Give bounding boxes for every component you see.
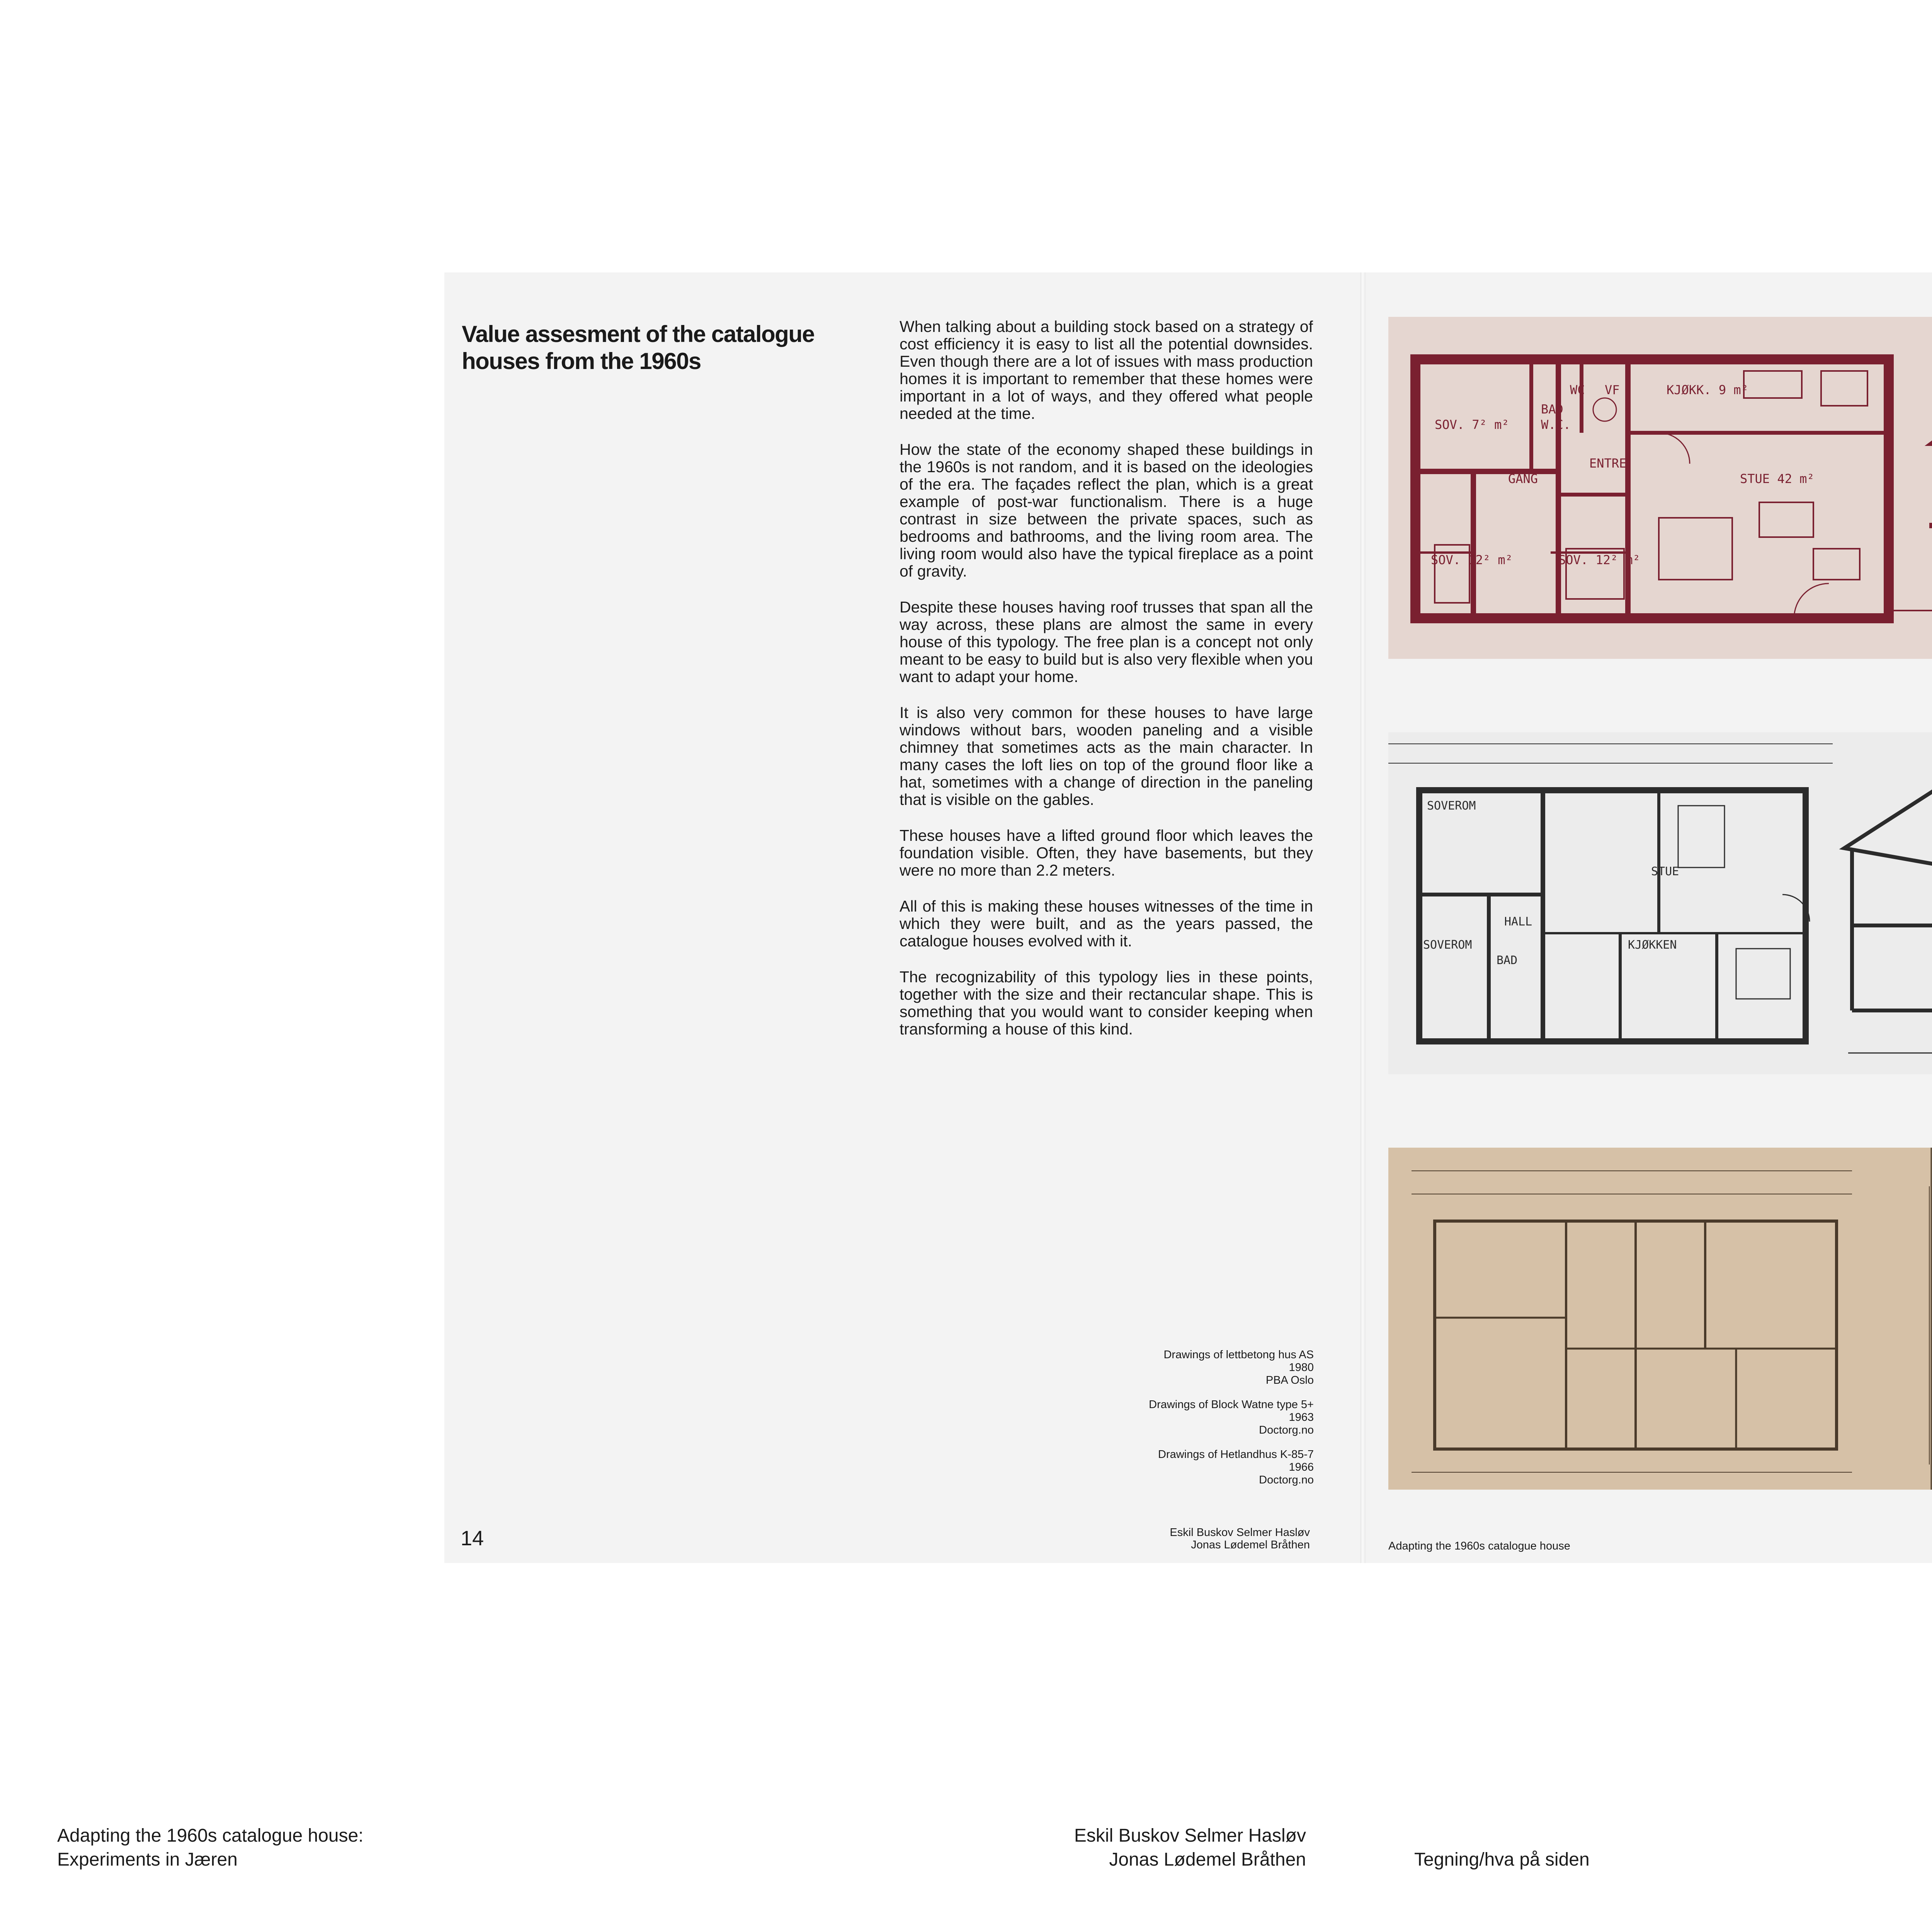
footer-title-line: Experiments in Jæren — [57, 1849, 238, 1870]
drawing-hetlandhus-svg — [1388, 1148, 1932, 1490]
floor-plan-drawing-lettbetong — [1388, 317, 1932, 659]
body-text — [900, 318, 1313, 1056]
paragraph: Despite these houses having roof trusses that span all the way across, these plans are almost the same in every house of this typology. The free plan is a concept not only meant to be easy to build but is also very flexible when you want to adapt your home. — [900, 598, 1313, 685]
room-label: ENTRE — [1589, 456, 1627, 471]
sheet-footer-title — [57, 1824, 364, 1872]
footer-author: Eskil Buskov Selmer Hasløv — [1074, 1825, 1306, 1846]
paragraph: These houses have a lifted ground floor which leaves the foundation visible. Often, they have basements, but they were no more than 2.2 meters. — [900, 827, 1313, 879]
image-credits — [1043, 1349, 1314, 1498]
room-label: BAD — [1497, 954, 1518, 967]
floor-plan-drawing-block-watne — [1388, 732, 1932, 1074]
credit-year: 1963 — [1289, 1411, 1314, 1424]
page-title: Value assesment of the catalogue houses from the 1960s — [462, 321, 815, 374]
book-gutter — [1360, 272, 1366, 1563]
drawing-block-watne-svg — [1388, 732, 1932, 1074]
right-page-footer-caption: Adapting the 1960s catalogue house — [1388, 1540, 1570, 1552]
footer-author: Jonas Lødemel Bråthen — [1109, 1849, 1306, 1870]
drawing-lettbetong-svg — [1388, 317, 1932, 659]
credit-source: PBA Oslo — [1265, 1374, 1314, 1386]
credit-year: 1966 — [1289, 1461, 1314, 1473]
room-label: SOV. 12² m² — [1558, 553, 1640, 567]
paragraph: The recognizability of this typology lies in these points, together with the size and their rectancular shape. This is something that you would want to consider keeping when transforming a house of this kind. — [900, 968, 1313, 1038]
credit-source: Doctorg.no — [1259, 1424, 1314, 1436]
room-label: HALL — [1504, 915, 1532, 929]
room-label: VF — [1605, 383, 1620, 397]
credit-item — [1043, 1398, 1314, 1437]
room-label: KJØKK. 9 m² — [1667, 383, 1748, 397]
credit-title: Drawings of Block Watne type 5+ — [1149, 1398, 1314, 1411]
author-name: Jonas Lødemel Bråthen — [1191, 1539, 1310, 1551]
room-label: BAD — [1541, 402, 1563, 417]
room-label: STUE — [1651, 865, 1679, 878]
room-label: STUE 42 m² — [1740, 471, 1815, 486]
paragraph: When talking about a building stock based on a strategy of cost efficiency it is easy to list all the potential downsides. Even though there are a lot of issues with mass production homes it is important to remember that these homes were important in a lot of ways, and they offered what people needed at the time. — [900, 318, 1313, 422]
sheet-footer-tegning: Tegning/hva på siden — [1414, 1849, 1590, 1870]
room-label: SOV. 12² m² — [1431, 553, 1513, 567]
floor-plan-drawing-hetlandhus — [1388, 1148, 1932, 1490]
room-label: SOVEROM — [1427, 799, 1476, 813]
room-label: W.C. — [1541, 417, 1571, 432]
left-page-footer-authors — [1170, 1526, 1310, 1551]
credit-title: Drawings of Hetlandhus K-85-7 — [1158, 1448, 1314, 1461]
page-number-left: 14 — [461, 1527, 484, 1550]
room-label: WC — [1570, 383, 1585, 397]
credit-title: Drawings of lettbetong hus AS — [1163, 1349, 1314, 1361]
room-label: SOV. 7² m² — [1435, 417, 1509, 432]
footer-title-line: Adapting the 1960s catalogue house: — [57, 1825, 364, 1846]
paragraph: It is also very common for these houses to have large windows without bars, wooden paneling and a visible chimney that sometimes acts as the main character. In many cases the loft lies on top of the ground floor like a hat, sometimes with a change of direction in the paneling that is visible on the gables. — [900, 704, 1313, 808]
credit-year: 1980 — [1289, 1361, 1314, 1374]
room-label: KJØKKEN — [1628, 938, 1677, 952]
sheet-footer-authors — [1024, 1824, 1306, 1872]
credit-item — [1043, 1448, 1314, 1487]
book-spread — [444, 272, 1932, 1563]
room-label: GANG — [1508, 471, 1538, 486]
paragraph: How the state of the economy shaped these buildings in the 1960s is not random, and it is based on the ideologies of the era. The façades reflect the plan, which is a great example of post-war functionalism. There is a huge contrast in size between the private spaces, such as bedrooms and bathrooms, and the living room area. The living room would also have the typical fireplace as a point of gravity. — [900, 441, 1313, 580]
credit-item — [1043, 1349, 1314, 1387]
author-name: Eskil Buskov Selmer Hasløv — [1170, 1526, 1310, 1539]
paragraph: All of this is making these houses witnesses of the time in which they were built, and as the years passed, the catalogue houses evolved with it. — [900, 897, 1313, 950]
room-label: SOVEROM — [1423, 938, 1472, 952]
credit-source: Doctorg.no — [1259, 1474, 1314, 1486]
